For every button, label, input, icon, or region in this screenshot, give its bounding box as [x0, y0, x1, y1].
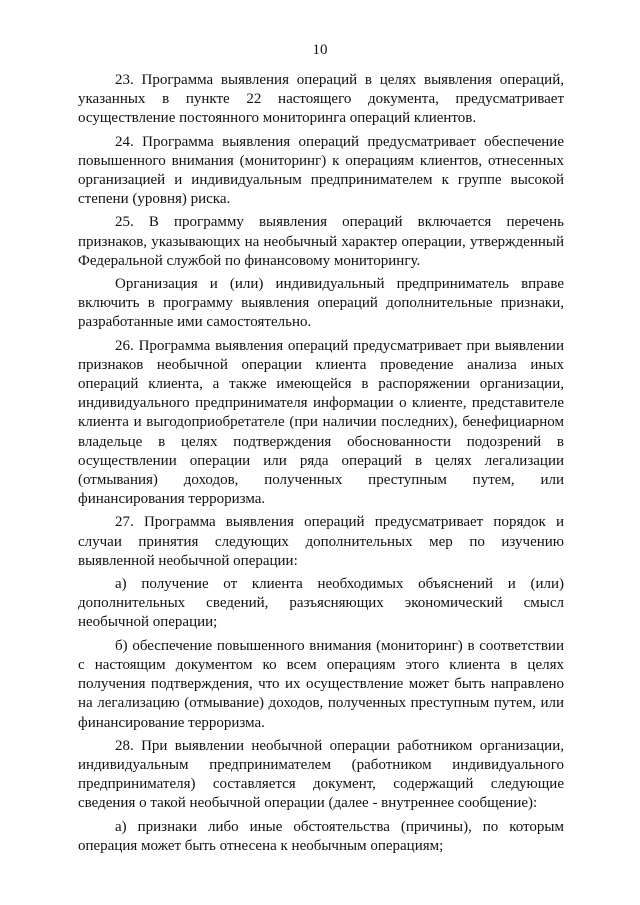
paragraph-24: 24. Программа выявления операций предусматривает обеспечение повышенного внимания (мониторинг) к операциям клиентов, отнесенных организацией и индивидуальным предпринимателем к группе высокой степени (уровня) риска.: [78, 133, 564, 208]
paragraph-26: 26. Программа выявления операций предусматривает при выявлении признаков необычной операции клиента проведение анализа иных операций клиента, а также имеющейся в распоряжении организации, индивидуального предпринимателя информации о клиенте, представителе клиента и выгодоприобретателе (при наличии последних), бенефициарном владельце в целях подтверждения обоснованности подозрений в осуществлении операции или ряда операций в целях легализации (отмывания) доходов, полученных преступным путем, или финансирования терроризма.: [78, 337, 564, 508]
paragraph-28: 28. При выявлении необычной операции работником организации, индивидуальным предпринимателем (работником индивидуального предпринимателя) составляется документ, содержащий следующие сведения о такой необычной операции (далее - внутреннее сообщение):: [78, 737, 564, 812]
paragraph-27-item-b: б) обеспечение повышенного внимания (мониторинг) в соответствии с настоящим документом ко всем операциям этого клиента в целях получения подтверждения, что их осуществление может быть направлено на легализацию (отмывание) доходов, полученных преступным путем, или финансирование терроризма.: [78, 637, 564, 731]
paragraph-27-item-a: а) получение от клиента необходимых объяснений и (или) дополнительных сведений, разъясняющих экономический смысл необычной операции;: [78, 576, 564, 631]
document-body: [78, 71, 564, 860]
paragraph-23: 23. Программа выявления операций в целях выявления операций, указанных в пункте 22 настоящего документа, предусматривает осуществление постоянного мониторинга операций клиентов.: [78, 72, 564, 127]
page-number: 10: [312, 42, 328, 58]
paragraph-27: 27. Программа выявления операций предусматривает порядок и случаи принятия следующих дополнительных мер по изучению выявленной необычной операции:: [78, 514, 564, 569]
paragraph-25-addendum: Организация и (или) индивидуальный предприниматель вправе включить в программу выявления операций дополнительные признаки, разработанные ими самостоятельно.: [78, 276, 564, 331]
paragraph-25: 25. В программу выявления операций включается перечень признаков, указывающих на необычный характер операции, утвержденный Федеральной службой по финансовому мониторингу.: [78, 214, 564, 269]
paragraph-28-item-a: а) признаки либо иные обстоятельства (причины), по которым операция может быть отнесена к необычным операциям;: [78, 818, 564, 854]
